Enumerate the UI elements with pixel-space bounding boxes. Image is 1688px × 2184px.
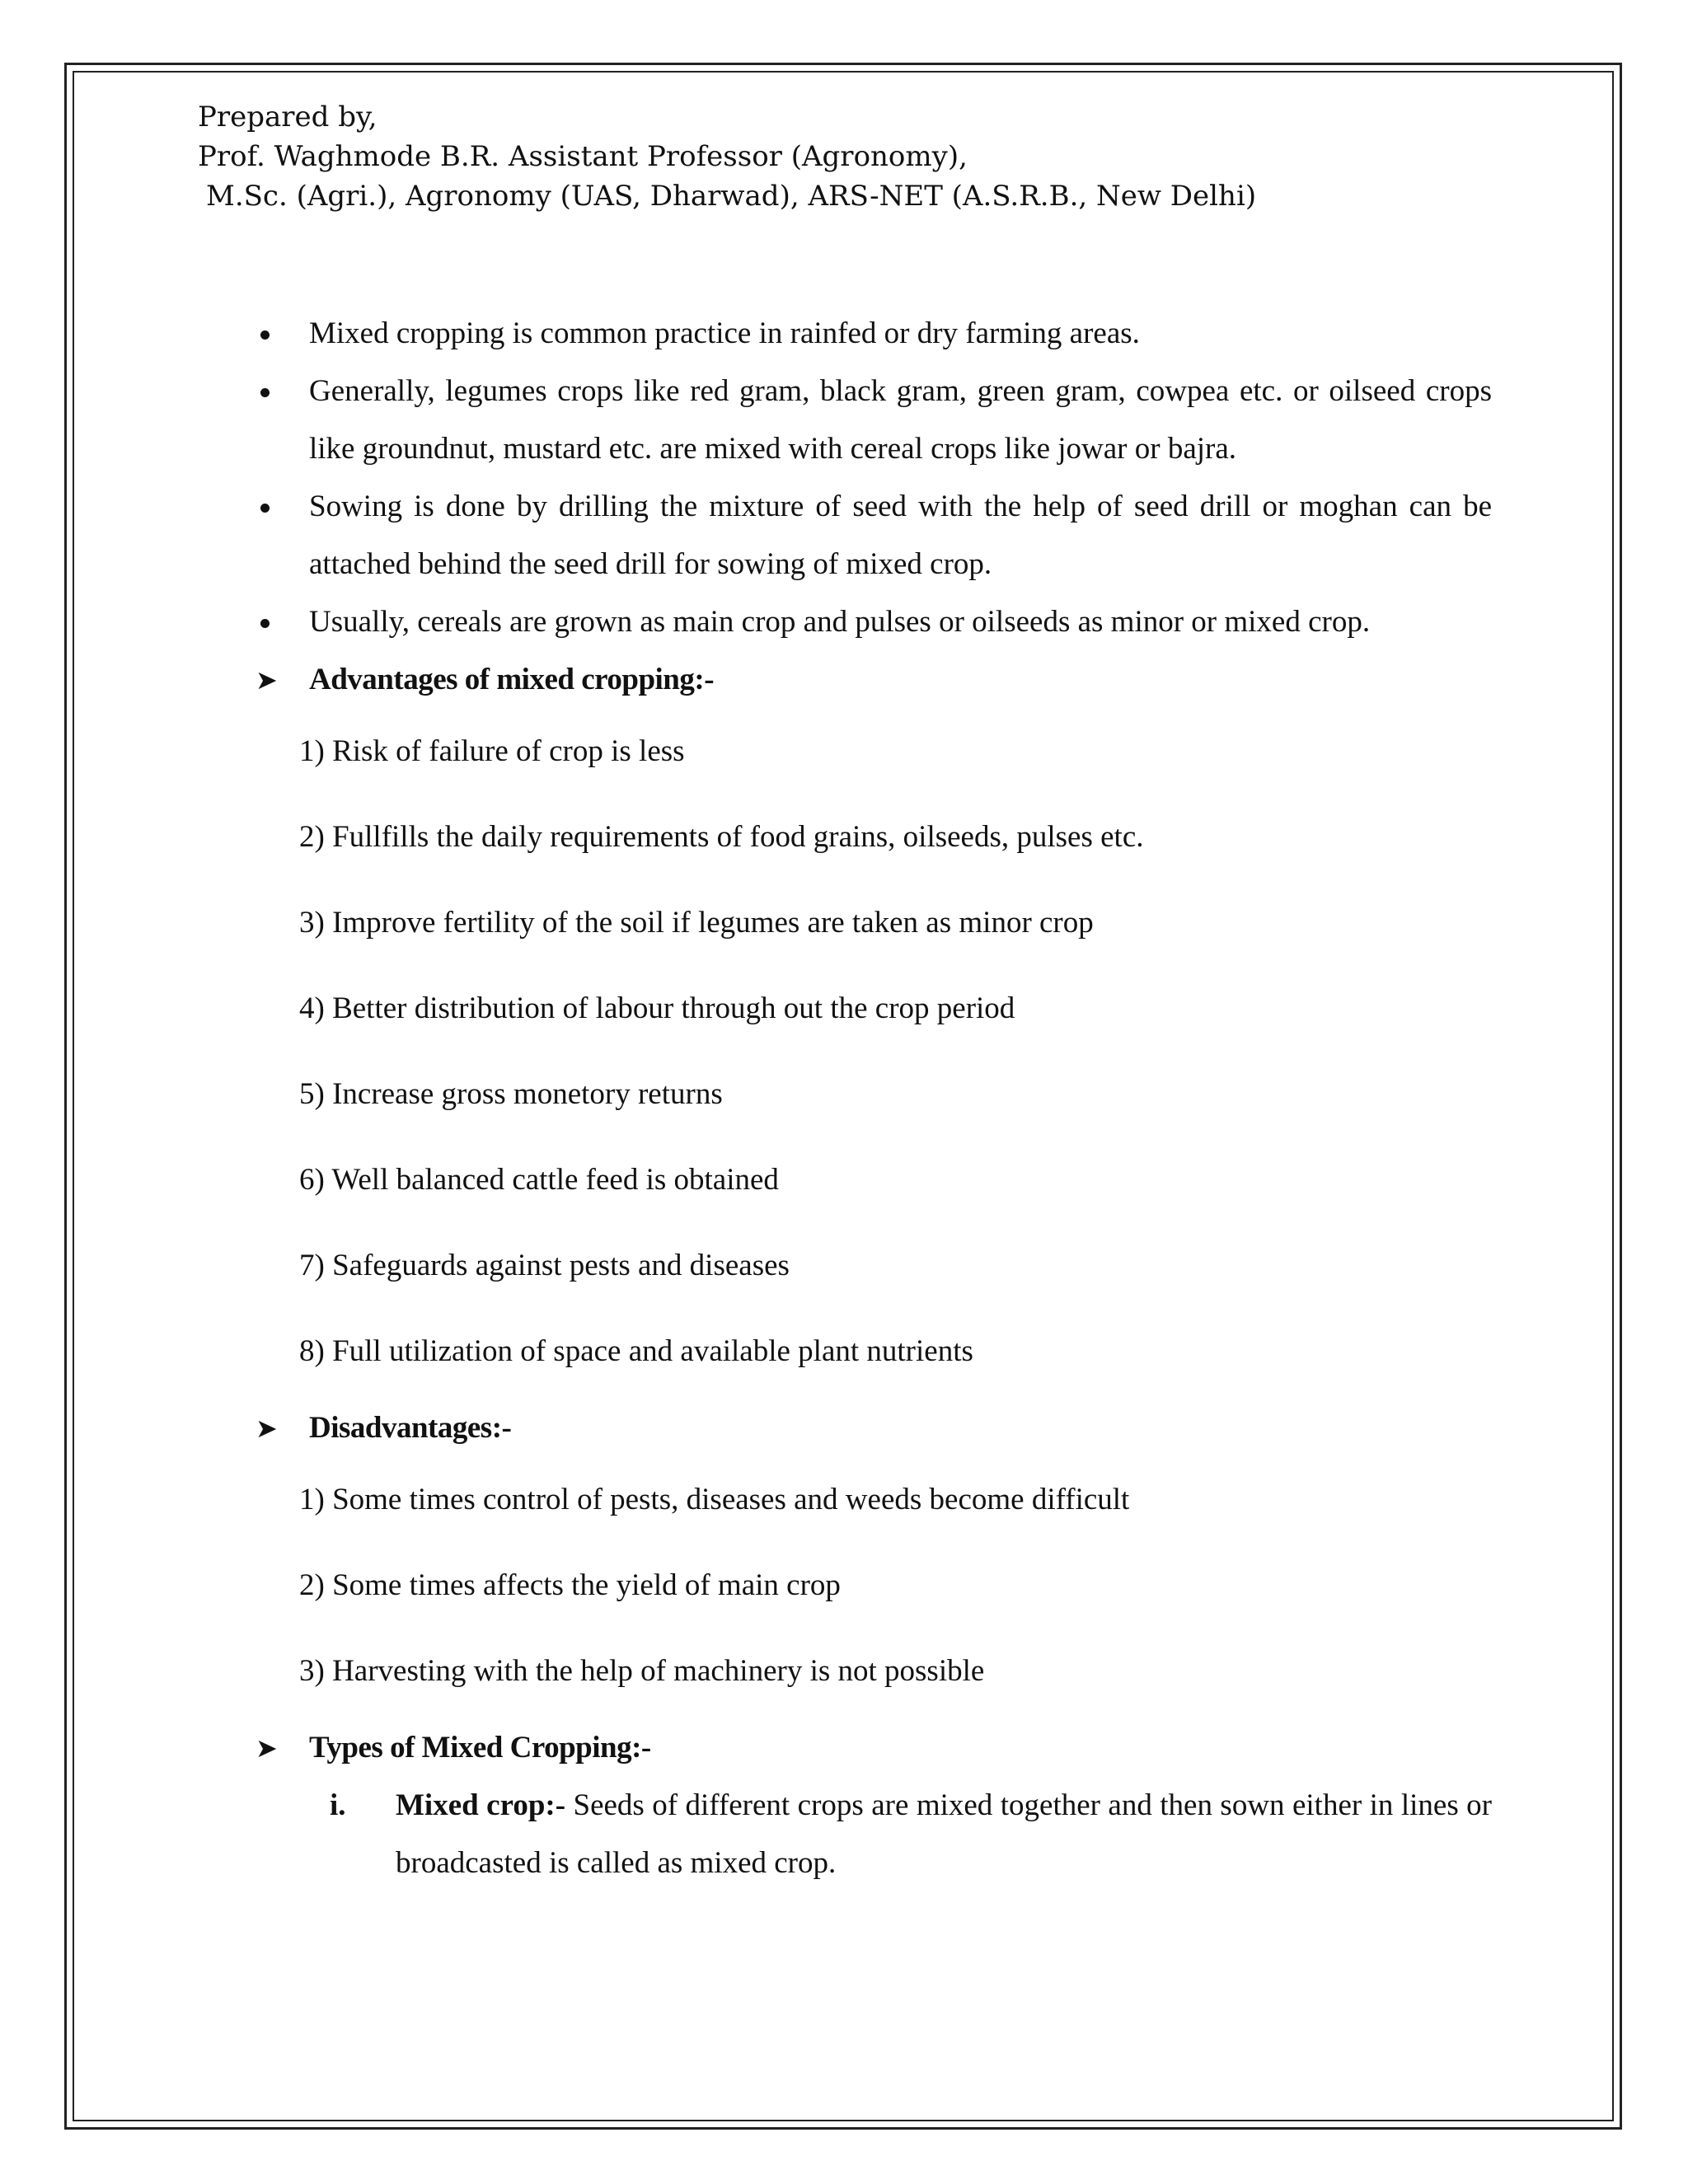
- bullet-item: Mixed cropping is common practice in rainfed or dry farming areas.: [256, 305, 1492, 363]
- types-list-item: [256, 1777, 1492, 1892]
- roman-numeral: i.: [330, 1788, 346, 1822]
- disadvantages-heading-text: Disadvantages:-: [309, 1411, 512, 1445]
- header-author: Prof. Waghmode B.R. Assistant Professor (Agronomy),: [198, 140, 968, 173]
- type-description: Seeds of different crops are mixed together and then sown either in lines or broadcasted is called as mixed crop.: [396, 1788, 1492, 1880]
- author-header: [198, 97, 1256, 216]
- types-heading-text: Types of Mixed Cropping:-: [309, 1731, 651, 1765]
- list-item: 3) Harvesting with the help of machinery is not possible: [299, 1654, 985, 1688]
- arrow-bullet-icon: ➤: [256, 664, 278, 696]
- bullet-item: Generally, legumes crops like red gram, black gram, green gram, cowpea etc. or oilseed crops like groundnut, mustard etc. are mixed with cereal crops like jowar or bajra.: [256, 363, 1492, 478]
- arrow-bullet-icon: ➤: [256, 1413, 278, 1444]
- list-item: 6) Well balanced cattle feed is obtained: [299, 1163, 779, 1197]
- header-qualifications: M.Sc. (Agri.), Agronomy (UAS, Dharwad), ARS-NET (A.S.R.B., New Delhi): [206, 180, 1257, 213]
- list-item: 2) Fullfills the daily requirements of food grains, oilseeds, pulses etc.: [299, 820, 1144, 854]
- list-item: 7) Safeguards against pests and diseases: [299, 1249, 790, 1282]
- list-item: 3) Improve fertility of the soil if legumes are taken as minor crop: [299, 906, 1094, 940]
- document-body: [256, 305, 1492, 1892]
- list-item: 1) Some times control of pests, diseases and weeds become difficult: [299, 1483, 1130, 1516]
- types-heading: [256, 1719, 1492, 1777]
- list-item: 8) Full utilization of space and available plant nutrients: [299, 1334, 973, 1368]
- advantages-list: [256, 709, 1492, 1394]
- disadvantages-heading: [256, 1399, 1492, 1457]
- list-item: 4) Better distribution of labour through out the crop period: [299, 991, 1015, 1025]
- bullet-item: Usually, cereals are grown as main crop and pulses or oilseeds as minor or mixed crop.: [256, 593, 1492, 651]
- type-term: Mixed crop:-: [396, 1788, 566, 1822]
- advantages-heading: [256, 651, 1492, 709]
- list-item: 5) Increase gross monetory returns: [299, 1077, 723, 1111]
- list-item: 1) Risk of failure of crop is less: [299, 734, 685, 768]
- arrow-bullet-icon: ➤: [256, 1732, 278, 1764]
- header-prepared-by: Prepared by,: [198, 101, 377, 134]
- list-item: 2) Some times affects the yield of main crop: [299, 1568, 841, 1602]
- bullet-item: Sowing is done by drilling the mixture of seed with the help of seed drill or moghan can be attached behind the seed drill for sowing of mixed crop.: [256, 478, 1492, 593]
- advantages-heading-text: Advantages of mixed cropping:-: [309, 663, 715, 696]
- disadvantages-list: [256, 1457, 1492, 1714]
